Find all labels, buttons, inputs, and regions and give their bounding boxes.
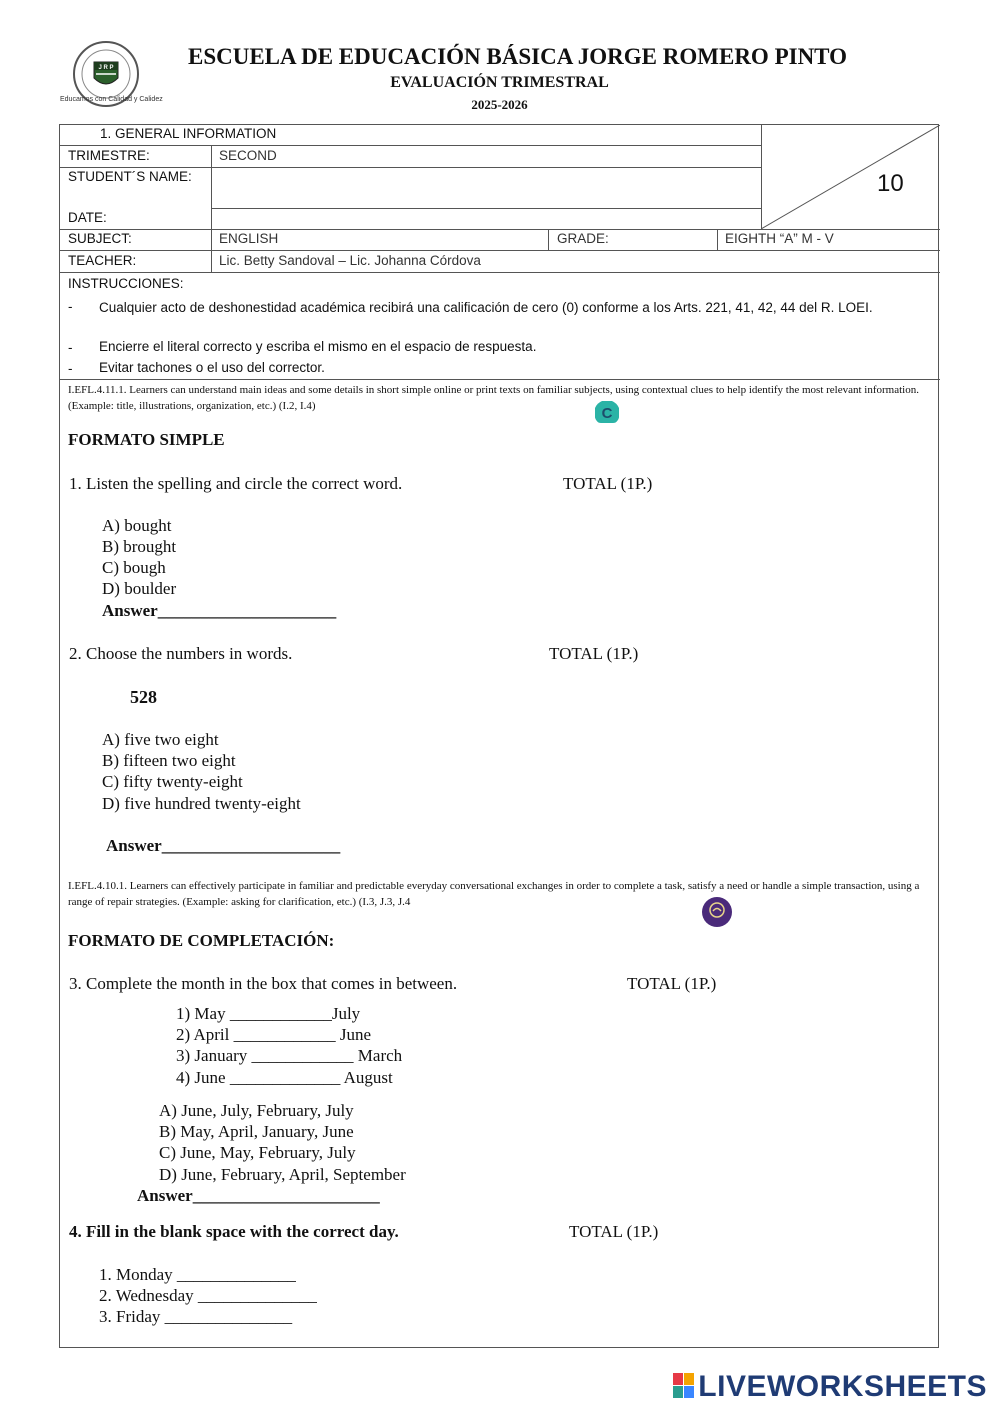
school-name: ESCUELA DE EDUCACIÓN BÁSICA JORGE ROMERO PINTO [187,44,847,69]
exam-title: EVALUACIÓN TRIMESTRAL [390,74,609,91]
q1-prompt: 1. Listen the spelling and circle the correct word. [69,474,403,493]
student-name-field[interactable] [212,168,758,206]
q2-option-a[interactable]: A) five two eight [102,730,219,749]
date-label: DATE: [68,210,107,225]
q3-item-3: 3) January ____________ March [176,1046,403,1065]
trimestre-label: TRIMESTRE: [68,148,150,163]
logo-tagline: Educamos con Calidad y Calidez [60,96,163,103]
q2-option-d[interactable]: D) five hundred twenty-eight [102,794,301,813]
q1-answer-field[interactable]: Answer_____________________ [102,601,337,620]
bullet-dash: - [68,299,73,314]
grade-value: EIGHTH “A” M - V [725,231,834,246]
svg-text:J R P: J R P [98,65,114,71]
q1-option-d[interactable]: D) boulder [102,579,177,598]
teacher-label: TEACHER: [68,253,137,268]
q2-total: TOTAL (1P.) [549,644,639,663]
q4-item-1[interactable]: 1. Monday ______________ [99,1265,296,1284]
bullet-dash: - [68,340,73,355]
instruction-2: Encierre el literal correcto y escriba el mismo en el espacio de respuesta. [99,339,537,354]
trimestre-value: SECOND [219,148,277,163]
q2-prompt: 2. Choose the numbers in words. [69,644,293,663]
c-badge-icon [594,400,620,426]
indicator-1: I.EFL.4.11.1. Learners can understand main ideas and some details in short simple online or print texts on familiar subjects, using contextual clues to help identify the most relevant information. (Example: title, illustrations, organization, etc.) (I.2, I.4) [68,384,919,412]
q3-option-a[interactable]: A) June, July, February, July [159,1101,354,1120]
score-value: 10 [877,170,904,197]
indicator-2: I.EFL.4.10.1. Learners can effectively participate in familiar and predictable everyday conversational exchanges in order to complete a task, satisfy a need or handle a simple transaction, using a range of repair strategies. (Example: asking for clarification, etc.) (I.3, J.3, J.4 [68,880,920,908]
liveworksheets-brand [673,1370,987,1404]
subject-value: ENGLISH [219,231,279,246]
q4-total: TOTAL (1P.) [569,1222,659,1241]
teacher-value: Lic. Betty Sandoval – Lic. Johanna Córdova [219,253,481,268]
q2-answer-field[interactable]: Answer_____________________ [106,836,341,855]
instruction-1: Cualquier acto de deshonestidad académica recibirá una calificación de cero (0) conforme a los Arts. 221, 41, 42, 44 del R. LOEI. [99,300,873,315]
subject-label: SUBJECT: [68,231,132,246]
svg-text:C: C [601,405,613,422]
date-field[interactable] [212,209,758,228]
general-info-title: 1. GENERAL INFORMATION [100,126,277,141]
instruction-3: Evitar tachones o el uso del corrector. [99,360,325,375]
q1-option-c[interactable]: C) bough [102,558,166,577]
school-year: 2025-2026 [471,97,528,112]
q3-answer-field[interactable]: Answer______________________ [137,1186,380,1205]
q3-item-2: 2) April ____________ June [176,1025,372,1044]
q3-option-b[interactable]: B) May, April, January, June [159,1122,354,1141]
q3-total: TOTAL (1P.) [627,974,717,993]
q4-item-2[interactable]: 2. Wednesday ______________ [99,1286,317,1305]
q3-item-1: 1) May ____________July [176,1004,361,1023]
purple-badge-icon [701,896,733,928]
instructions-title: INSTRUCCIONES: [68,276,184,291]
q2-number: 528 [130,687,157,707]
q1-option-b[interactable]: B) brought [102,537,177,556]
q1-total: TOTAL (1P.) [563,474,653,493]
section-completion-title: FORMATO DE COMPLETACIÓN: [68,931,335,950]
liveworksheets-logo-icon [673,1373,695,1399]
q3-prompt: 3. Complete the month in the box that comes in between. [69,974,458,993]
q4-item-3[interactable]: 3. Friday _______________ [99,1307,293,1326]
q1-option-a[interactable]: A) bought [102,516,172,535]
section-simple-title: FORMATO SIMPLE [68,430,225,449]
q4-prompt: 4. Fill in the blank space with the correct day. [69,1222,399,1241]
q2-option-c[interactable]: C) fifty twenty-eight [102,772,243,791]
q2-option-b[interactable]: B) fifteen two eight [102,751,236,770]
q3-item-4: 4) June _____________ August [176,1068,393,1087]
student-name-label: STUDENT´S NAME: [68,169,192,184]
score-diagonal [761,125,940,229]
brand-text: LIVEWORKSHEETS [698,1370,987,1403]
q3-option-c[interactable]: C) June, May, February, July [159,1143,356,1162]
bullet-dash: - [68,361,73,376]
grade-label: GRADE: [557,231,609,246]
q3-option-d[interactable]: D) June, February, April, September [159,1165,406,1184]
